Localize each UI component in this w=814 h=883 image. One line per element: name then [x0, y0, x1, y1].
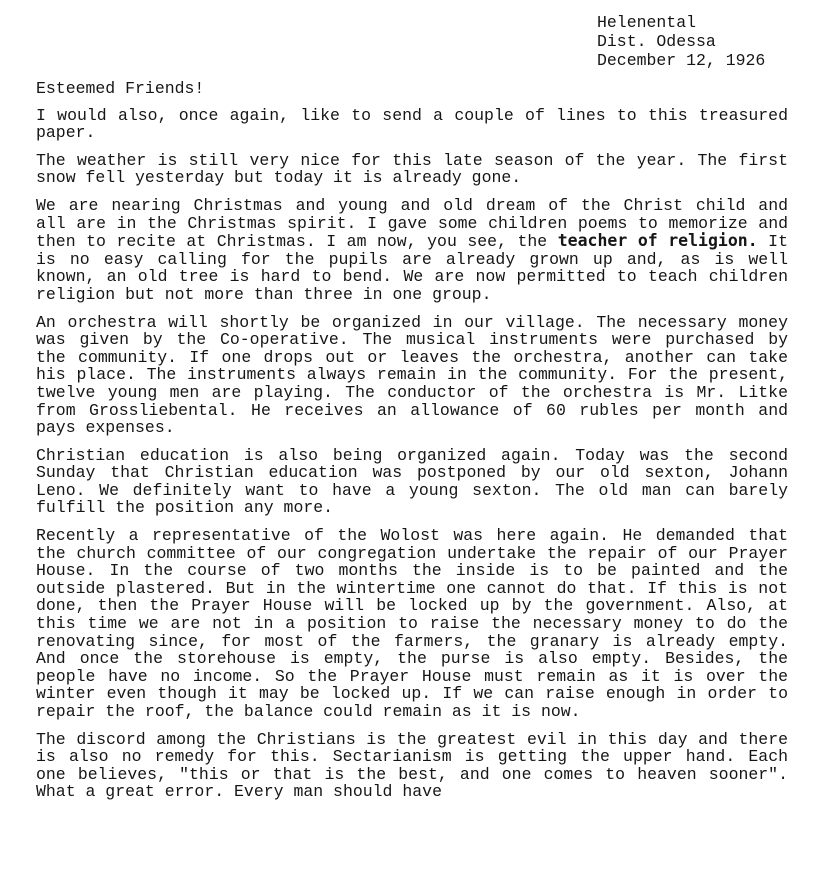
salutation: Esteemed Friends!: [36, 79, 205, 98]
paragraph-1: I would also, once again, like to send a couple of lines to this treasured paper.: [36, 105, 788, 143]
paragraph-3-bold-phrase: teacher of religion.: [557, 231, 758, 251]
paragraph-6: Recently a representative of the Wolost was here again. He demanded that the church committee of our congregation undertake the repair of our Prayer House. In the course of two months the inside is to be painted and the outside plastered. But in the wintertime one cannot do that. If this is not done, then the Prayer House will be locked up by the government. Also, at this time we are not in a position to raise the necessary money to do the renovating since, for most of the farmers, the granary is already empty. And once the storehouse is empty, the purse is also empty. Besides, the people have no income. So the Prayer House must remain as it is over the winter even though it may be locked up. If we can raise enough in order to repair the roof, the balance could remain as it is now.: [36, 526, 788, 721]
paragraph-3-text-a: We are nearing Christmas and young and old dream of the Christ child and all are in the Christmas spirit. I gave some children poems to memorize and then to recite at Christmas. I am now, you see, the: [36, 195, 788, 252]
paragraph-4: An orchestra will shortly be organized in our village. The necessary money was given by the Co-operative. The musical instruments were purchased by the community. If one drops out or leaves the orchestra, another can take his place. The instruments always remain in the community. For the present, twelve young men are playing. The conductor of the orchestra is Mr. Litke from Grossliebental. He receives an allowance of 60 rubles per month and pays expenses.: [36, 312, 788, 438]
letter-heading: [597, 13, 807, 70]
paragraph-2: The weather is still very nice for this late season of the year. The first snow fell yesterday but today it is already gone.: [36, 150, 788, 188]
paragraph-3: [36, 197, 788, 304]
paragraph-3-text-b: It is no easy calling for the pupils are already grown up and, as is well known, an old tree is hard to bend. We are now permitted to teach children religion but not more than three in one group.: [36, 232, 788, 304]
letter-body: [36, 80, 788, 811]
paragraph-5: Christian education is also being organized again. Today was the second Sunday that Christian education was postponed by our old sexton, Johann Leno. We definitely want to have a young sexton. The old man can barely fulfill the position any more.: [36, 445, 788, 518]
district-line: Dist. Odessa: [597, 32, 716, 51]
place-line: Helenental: [597, 13, 697, 32]
date-line: December 12, 1926: [597, 51, 766, 70]
paragraph-7: The discord among the Christians is the greatest evil in this day and there is also no remedy for this. Sectarianism is getting the upper hand. Each one believes, "this or that is the best, and one comes to heaven sooner". What a great error. Every man should have: [36, 729, 788, 802]
